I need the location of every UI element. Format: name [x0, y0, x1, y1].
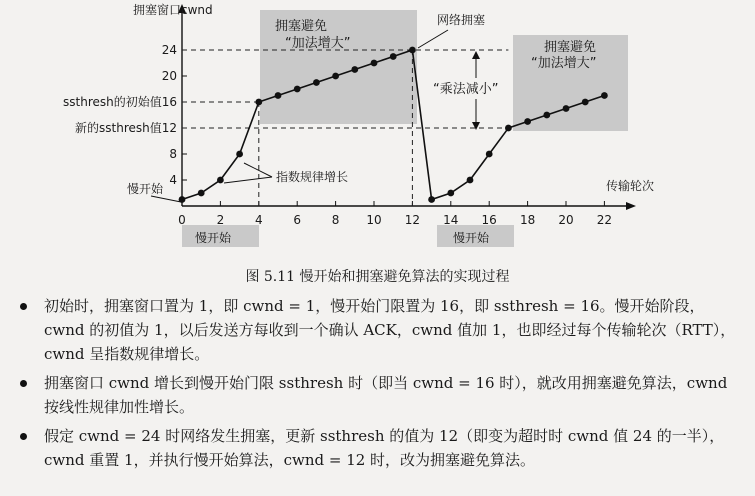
x-axis-title: 传输轮次: [606, 179, 655, 193]
cwnd-point: [409, 47, 416, 54]
x-tick-label: 16: [481, 213, 497, 227]
cwnd-point: [563, 105, 570, 112]
bullet-dot: [20, 303, 27, 310]
x-tick-label: 10: [366, 213, 382, 227]
y-tick-label: 24: [161, 43, 177, 57]
figure-caption: 图 5.11 慢开始和拥塞避免算法的实现过程: [245, 269, 510, 285]
slow-start-box-label-2: 慢开始: [453, 231, 490, 245]
congestion-label: 网络拥塞: [437, 13, 486, 27]
cwnd-point: [332, 73, 339, 80]
cwnd-point: [543, 112, 550, 119]
cwnd-point: [294, 86, 301, 93]
slow-start-left-label: 慢开始: [127, 182, 164, 196]
cwnd-point: [601, 92, 608, 99]
cwnd-point: [505, 125, 512, 132]
exponential-pointer-a: [244, 163, 272, 177]
bullet-item: [0, 294, 755, 366]
x-tick-label: 22: [596, 213, 613, 227]
cwnd-point: [428, 196, 435, 203]
exponential-pointer-b: [224, 177, 272, 183]
x-tick-label: 0: [178, 213, 186, 227]
x-tick-label: 20: [558, 213, 574, 227]
exponential-growth-label: 指数规律增长: [276, 170, 349, 184]
x-tick-label: 14: [443, 213, 459, 227]
md-arrow-up-head: [472, 51, 480, 59]
cwnd-point: [217, 177, 224, 184]
x-tick-label: 8: [331, 213, 340, 227]
cwnd-point: [371, 60, 378, 67]
explanation-list: [0, 294, 755, 477]
bullet-text: 初始时，拥塞窗口置为 1，即 cwnd = 1，慢开始门限置为 16，即 ssthresh = 16。慢开始阶段，cwnd 的初值为 1，以后发送方每收到一个确认 ACK，cwnd 值加 1，也即经过每个传输轮次（RTT），cwnd 呈指数规律增长。: [44, 297, 736, 363]
bullet-dot: [20, 380, 27, 387]
cwnd-point: [351, 66, 358, 73]
slow-start-box-label-1: 慢开始: [195, 231, 232, 245]
cwnd-point: [582, 99, 589, 106]
cwnd-point: [447, 190, 454, 197]
y-tick-label: 新的ssthresh值12: [75, 121, 177, 135]
bullet-text: 拥塞窗口 cwnd 增长到慢开始门限 ssthresh 时（即当 cwnd = 16 时），就改用拥塞避免算法，cwnd 按线性规律加性增长。: [44, 374, 728, 416]
congestion-pointer: [418, 30, 448, 48]
cwnd-point: [255, 99, 262, 106]
y-axis-title: 拥塞窗口cwnd: [133, 3, 213, 17]
y-tick-label: ssthresh的初始值16: [63, 95, 177, 109]
slow-start-pointer: [151, 196, 181, 202]
y-ticks: [63, 43, 187, 187]
bullet-item: [0, 371, 755, 419]
cwnd-point: [236, 151, 243, 158]
y-tick-label: 8: [169, 147, 177, 161]
cwnd-point: [390, 53, 397, 60]
md-arrow-down-head: [472, 122, 480, 130]
ca2-title: 拥塞避免: [544, 40, 597, 55]
bullet-text: 假定 cwnd = 24 时网络发生拥塞，更新 ssthresh 的值为 12（即变为超时时 cwnd 值 24 的一半），cwnd 重置 1，并执行慢开始算法，cwnd = 12 时，改为拥塞避免算法。: [44, 427, 725, 469]
bullet-item: [0, 424, 755, 472]
x-tick-label: 2: [216, 213, 225, 227]
cwnd-point: [467, 177, 474, 184]
y-tick-label: 4: [169, 173, 177, 187]
x-tick-label: 18: [519, 213, 536, 227]
multiplicative-decrease-label: “乘法减小”: [433, 82, 499, 97]
cwnd-point: [486, 151, 493, 158]
x-tick-label: 6: [293, 213, 302, 227]
cwnd-point: [198, 190, 205, 197]
cwnd-point: [524, 118, 531, 125]
x-ticks: [178, 201, 612, 227]
cwnd-point: [313, 79, 320, 86]
cwnd-point: [275, 92, 282, 99]
x-tick-label: 4: [254, 213, 263, 227]
ca1-title: 拥塞避免: [275, 19, 328, 34]
x-tick-label: 12: [404, 213, 421, 227]
y-tick-label: 20: [161, 69, 177, 83]
bullet-dot: [20, 433, 27, 440]
ca2-subtitle: “加法增大”: [531, 56, 597, 71]
x-axis-arrow: [626, 202, 636, 210]
ca1-subtitle: “加法增大”: [285, 36, 351, 51]
